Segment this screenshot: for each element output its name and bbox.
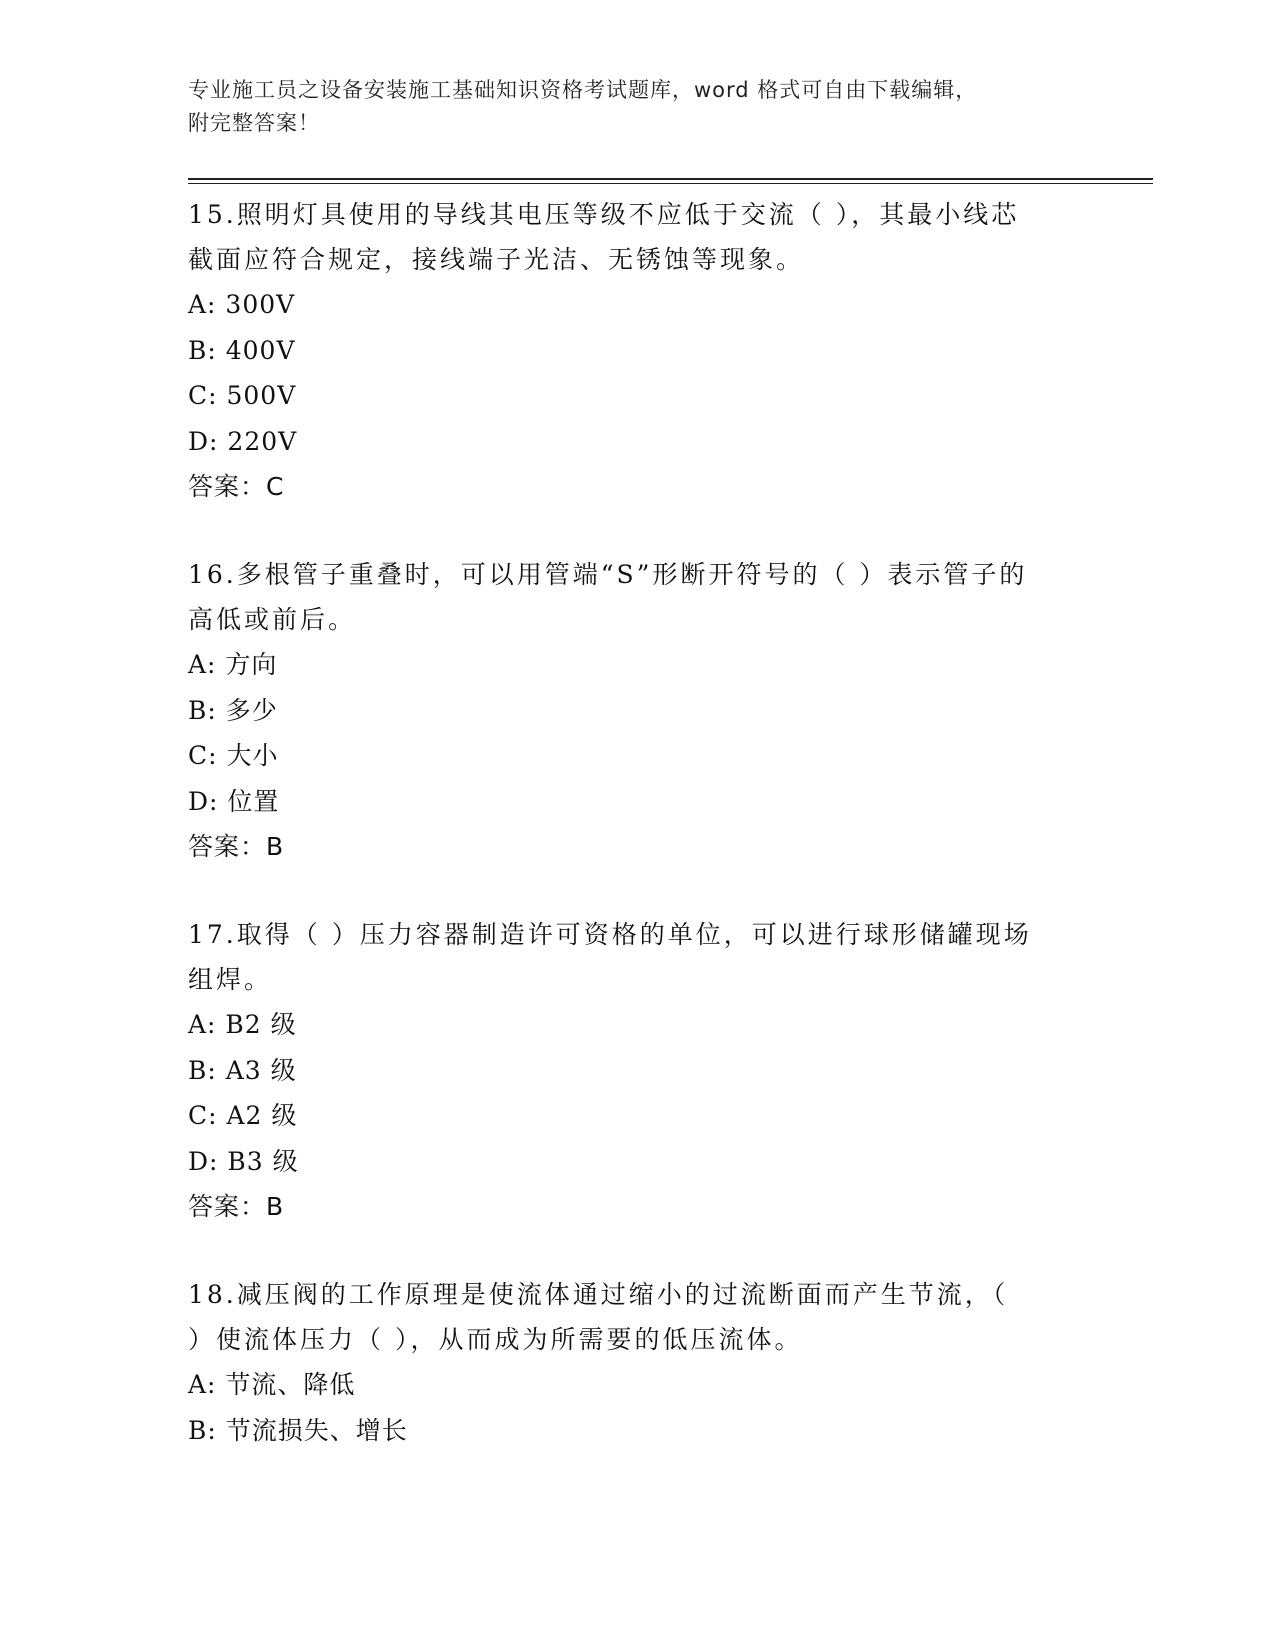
question-stem: 18.减压阀的工作原理是使流体通过缩小的过流断面而产生节流，（	[188, 1280, 1009, 1309]
question-stem: 17.取得（ ）压力容器制造许可资格的单位，可以进行球形储罐现场	[188, 920, 1032, 949]
option-c: C: 大小	[188, 741, 279, 770]
option-d: D: 位置	[188, 786, 280, 816]
question-stem-continued: 高低或前后。	[188, 605, 357, 634]
question-16	[188, 552, 1068, 869]
option-b: B: A3 级	[188, 1055, 297, 1085]
option-b: B: 多少	[188, 695, 278, 725]
option-c: C: A2 级	[188, 1101, 298, 1130]
question-18	[188, 1272, 1068, 1453]
option-a: A: B2 级	[188, 1010, 297, 1039]
option-b: B: 400V	[188, 335, 296, 365]
question-list	[188, 192, 1068, 1496]
answer: 答案：B	[188, 832, 285, 861]
header-divider-thin	[188, 183, 1153, 184]
option-b: B: 节流损失、增长	[188, 1415, 408, 1445]
header-divider-thick	[188, 178, 1153, 180]
question-stem-continued: 截面应符合规定，接线端子光洁、无锈蚀等现象。	[188, 245, 805, 274]
answer: 答案：B	[188, 1192, 285, 1221]
header-line-1: 专业施工员之设备安装施工基础知识资格考试题库，word 格式可自由下载编辑，	[188, 78, 978, 102]
question-15	[188, 192, 1068, 509]
question-17	[188, 912, 1068, 1229]
answer: 答案：C	[188, 472, 285, 501]
option-a: A: 300V	[188, 290, 296, 319]
question-stem-continued: ）使流体压力（ ），从而成为所需要的低压流体。	[188, 1325, 803, 1354]
header-line-2: 附完整答案！	[188, 111, 320, 135]
document-header	[188, 74, 1068, 140]
option-d: D: B3 级	[188, 1146, 299, 1176]
question-stem: 16.多根管子重叠时，可以用管端“S”形断开符号的（ ）表示管子的	[188, 560, 1028, 589]
option-c: C: 500V	[188, 381, 297, 410]
option-d: D: 220V	[188, 426, 298, 456]
question-stem: 15.照明灯具使用的导线其电压等级不应低于交流（ ），其最小线芯	[188, 200, 1020, 229]
question-stem-continued: 组焊。	[188, 965, 273, 994]
option-a: A: 节流、降低	[188, 1370, 356, 1399]
option-a: A: 方向	[188, 650, 278, 679]
